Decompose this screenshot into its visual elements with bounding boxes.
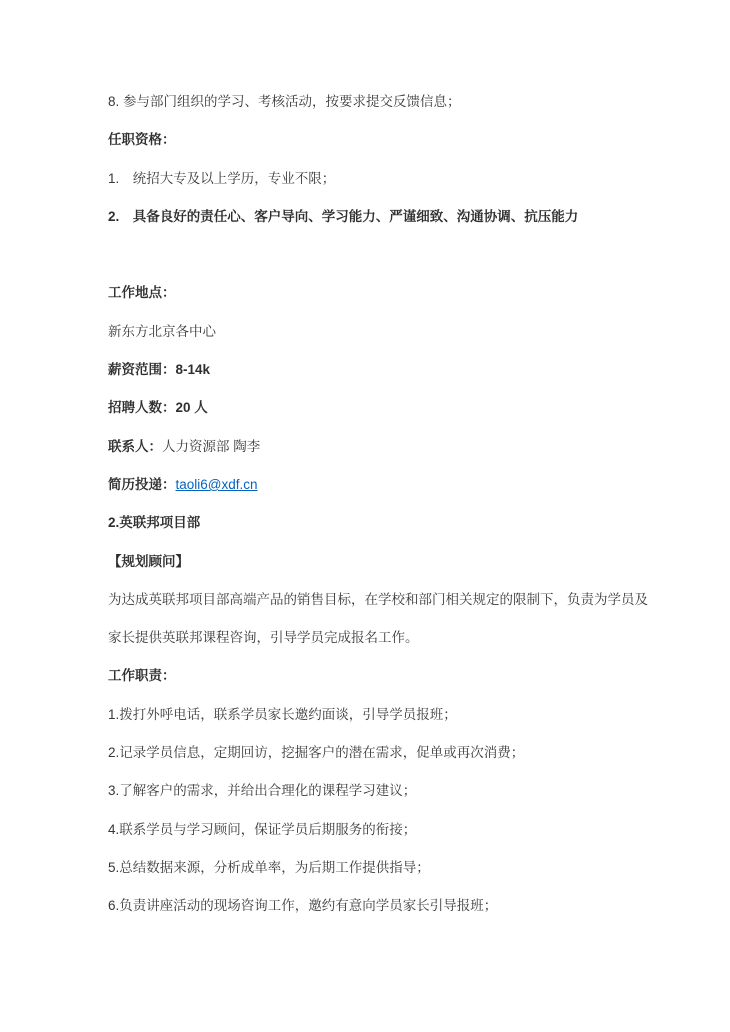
contact-label: 联系人： [108,438,162,454]
position-summary-line-1: 为达成英联邦项目部高端产品的销售目标，在学校和部门相关规定的限制下，负责为学员及 [108,591,648,607]
responsibilities-heading: 工作职责： [108,668,176,684]
section-2-heading: 2.英联邦项目部 [108,515,201,531]
document-content [108,0,668,926]
work-location-heading: 工作地点： [108,285,176,301]
responsibility-item-3: 3.了解客户的需求，并给出合理化的课程学习建议； [108,783,417,799]
resume-line [108,466,668,504]
responsibility-item-6: 6.负责讲座活动的现场咨询工作，邀约有意向学员家长引导报班； [108,898,498,914]
headcount-line: 招聘人数：20 人 [108,400,208,416]
work-location-value: 新东方北京各中心 [108,323,216,339]
responsibility-item-4: 4.联系学员与学习顾问，保证学员后期服务的衔接； [108,821,417,837]
responsibility-item-1: 1.拨打外呼电话，联系学员家长邀约面谈，引导学员报班； [108,706,457,722]
salary-range-line: 薪资范围：8-14k [108,362,211,378]
qualification-item-2: 2. 具备良好的责任心、客户导向、学习能力、严谨细致、沟通协调、抗压能力 [108,208,579,224]
contact-line [108,428,668,466]
position-title-heading: 【规划顾问】 [108,553,189,569]
responsibility-item-5: 5.总结数据来源，分析成单率，为后期工作提供指导； [108,859,430,875]
contact-value: 人力资源部 陶李 [162,438,261,454]
responsibility-item-2: 2.记录学员信息，定期回访，挖掘客户的潜在需求，促单或再次消费； [108,745,525,761]
duty-item-8: 8. 参与部门组织的学习、考核活动，按要求提交反馈信息； [108,94,461,109]
resume-email-link[interactable]: taoli6@xdf.cn [175,476,258,492]
qualifications-heading: 任职资格： [108,132,176,148]
position-summary-line-2: 家长提供英联邦课程咨询，引导学员完成报名工作。 [108,630,419,646]
resume-label: 简历投递： [108,476,176,492]
qualification-item-1: 1. 统招大专及以上学历，专业不限； [108,170,336,186]
blank-paragraph [108,236,668,274]
